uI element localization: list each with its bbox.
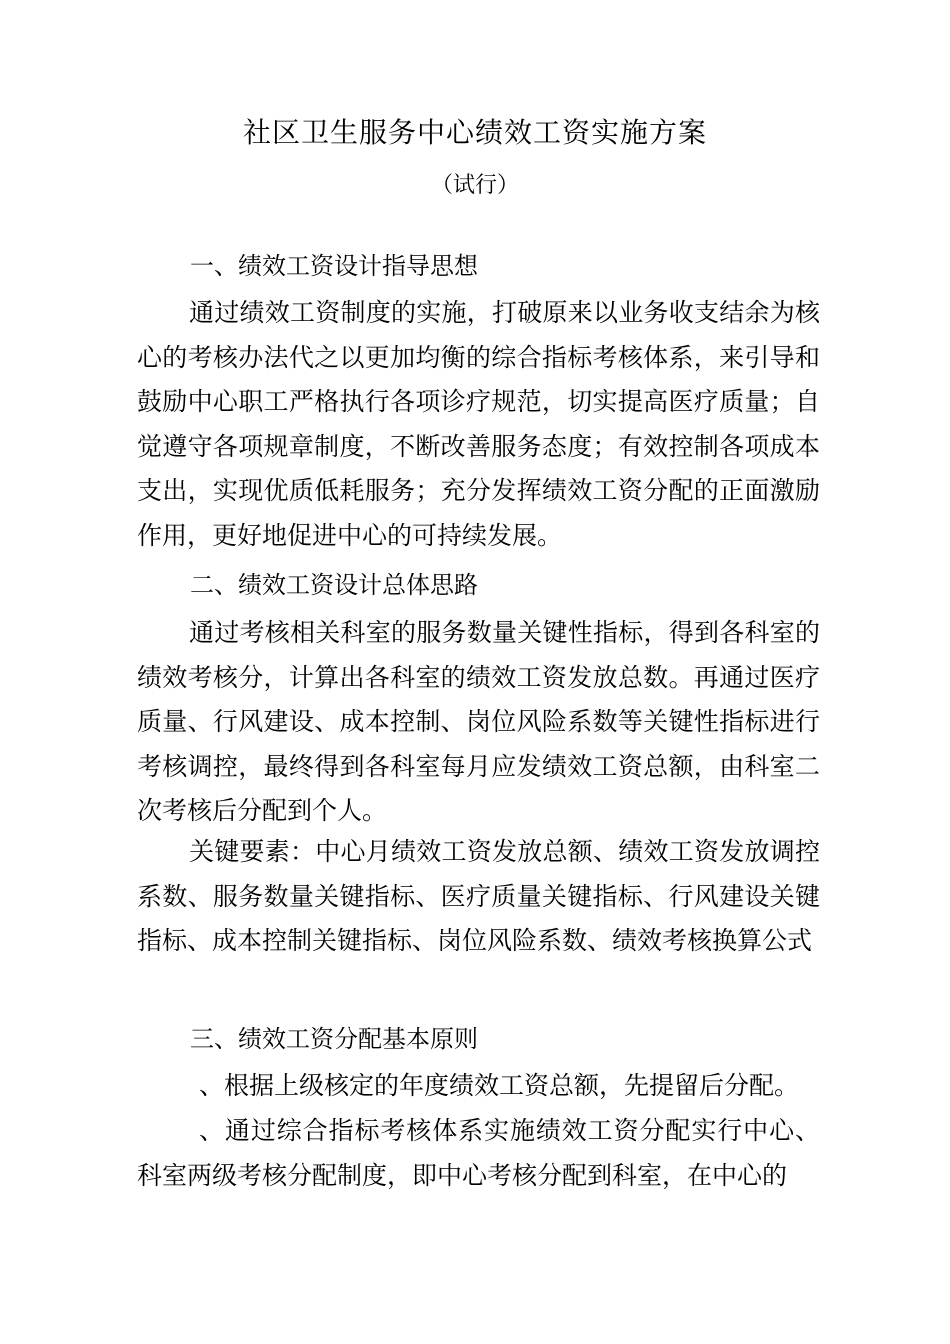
document-title: 社区卫生服务中心绩效工资实施方案 <box>242 116 707 149</box>
section-heading: 二、绩效工资设计总体思路 <box>190 571 478 599</box>
section-heading: 一、绩效工资设计指导思想 <box>190 252 478 280</box>
section-heading: 三、绩效工资分配基本原则 <box>190 1025 478 1053</box>
section-paragraph: 通过考核相关科室的服务数量关键性指标，得到各科室的绩效考核分，计算出各科室的绩效工资发放总数。再通过医疗质量、行风建设、成本控制、岗位风险系数等关键性指标进行考核调控，最终得到各科室每月应发绩效工资总额，由科室二次考核后分配到个人。 <box>137 618 820 825</box>
section-paragraph: 、通过综合指标考核体系实施绩效工资分配实行中心、科室两级考核分配制度，即中心考核分配到科室，在中心的 <box>137 1116 820 1190</box>
section-paragraph: 、根据上级核定的年度绩效工资总额，先提留后分配。 <box>199 1071 800 1100</box>
section-paragraph: 通过绩效工资制度的实施，打破原来以业务收支结余为核心的考核办法代之以更加均衡的综合指标考核体系，来引导和鼓励中心职工严格执行各项诊疗规范，切实提高医疗质量；自觉遵守各项规章制度，不断改善服务态度；有效控制各项成本支出，实现优质低耗服务；充分发挥绩效工资分配的正面激励作用，更好地促进中心的可持续发展。 <box>137 298 820 550</box>
section-paragraph: 关键要素：中心月绩效工资发放总额、绩效工资发放调控系数、服务数量关键指标、医疗质量关键指标、行风建设关键指标、成本控制关键指标、岗位风险系数、绩效考核换算公式 <box>137 837 820 955</box>
document-subtitle: （试行） <box>430 173 519 198</box>
